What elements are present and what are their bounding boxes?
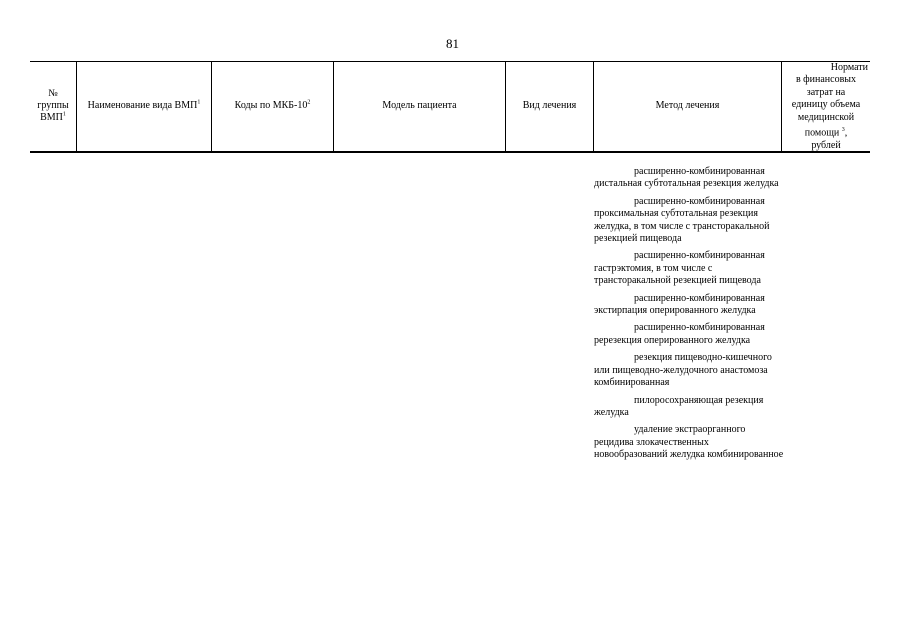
header-vmp-name: Наименование вида ВМП$^1$ [87, 99, 201, 111]
list-item: расширенно-комбинированная дистальная субтотальная резекция желудка [594, 166, 779, 190]
header-patient-model: Модель пациента [382, 100, 457, 111]
list-item: удаление экстраорганного рецидива злокачественных новообразований желудка комбинированное [594, 424, 784, 461]
list-item: расширенно-комбинированная ререзекция оперированного желудка [594, 322, 765, 346]
list-item: резекция пищеводно-кишечного или пищеводно-желудочного анастомоза комбинированная [594, 352, 772, 389]
header-group-no: № группы ВМП$^1$ [37, 88, 69, 123]
list-item: расширенно-комбинированная экстирпация оперированного желудка [594, 292, 765, 317]
header-financial-norm: Нормати в финансовых затрат на единицу объема медицинской помощи $^3$, рублей [791, 62, 868, 151]
header-treatment-method: Метод лечения [655, 100, 720, 111]
header-mkb-codes: Коды по МКБ-$10^2$ [234, 99, 311, 111]
treatment-methods-list [594, 166, 784, 467]
header-treatment-type: Вид лечения [522, 100, 577, 111]
page-number: 81 [446, 36, 459, 51]
list-item: расширенно-комбинированная гастрэктомия, в том числе с трансторакальной резекцией пищевода [594, 250, 765, 287]
list-item: пилоросохраняющая резекция желудка [594, 394, 764, 418]
list-item: расширенно-комбинированная проксимальная субтотальная резекция желудка, в том числе с трансторакальной резекцией пищевода [594, 195, 770, 245]
table-header-bottom-rule [30, 151, 870, 153]
